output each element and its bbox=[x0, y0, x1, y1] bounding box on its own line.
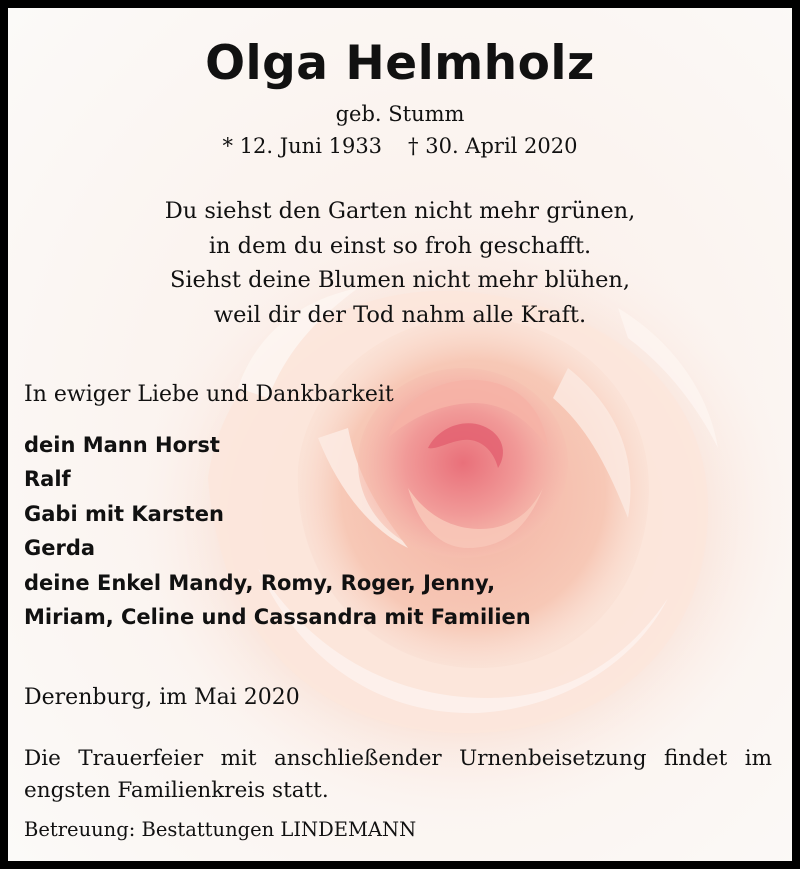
family-member: Gerda bbox=[24, 536, 96, 561]
poem-line: Siehst deine Blumen nicht mehr blühen, bbox=[169, 267, 631, 293]
obituary-text bbox=[8, 8, 792, 861]
poem-line: Du siehst den Garten nicht mehr grünen, bbox=[164, 198, 636, 224]
family-member: Miriam, Celine und Cassandra mit Familien bbox=[24, 605, 531, 630]
family-member: Ralf bbox=[24, 467, 71, 492]
family-member: Gabi mit Karsten bbox=[24, 501, 224, 526]
family-list bbox=[24, 428, 531, 634]
poem-line: in dem du einst so froh geschafft. bbox=[208, 232, 592, 259]
family-member: deine Enkel Mandy, Romy, Roger, Jenny, bbox=[24, 570, 496, 595]
dedication: In ewiger Liebe und Dankbarkeit bbox=[24, 382, 394, 407]
obituary-card bbox=[8, 8, 792, 861]
funeral-home: Betreuung: Bestattungen LINDEMANN bbox=[24, 818, 417, 841]
life-dates bbox=[8, 134, 792, 158]
family-member: dein Mann Horst bbox=[24, 433, 220, 457]
deceased-name: Olga Helmholz bbox=[205, 36, 595, 91]
memorial-poem bbox=[8, 194, 792, 332]
birth-name: geb. Stumm bbox=[335, 102, 465, 126]
birth-date: * 12. Juni 1933 bbox=[222, 134, 383, 158]
death-date: † 30. April 2020 bbox=[408, 134, 578, 158]
funeral-notice: Die Trauerfeier mit anschließender Urnenbeisetzung findet im engsten Familienkreis statt. bbox=[24, 746, 772, 803]
place-date: Derenburg, im Mai 2020 bbox=[24, 685, 300, 710]
poem-line: weil dir der Tod nahm alle Kraft. bbox=[213, 301, 587, 328]
